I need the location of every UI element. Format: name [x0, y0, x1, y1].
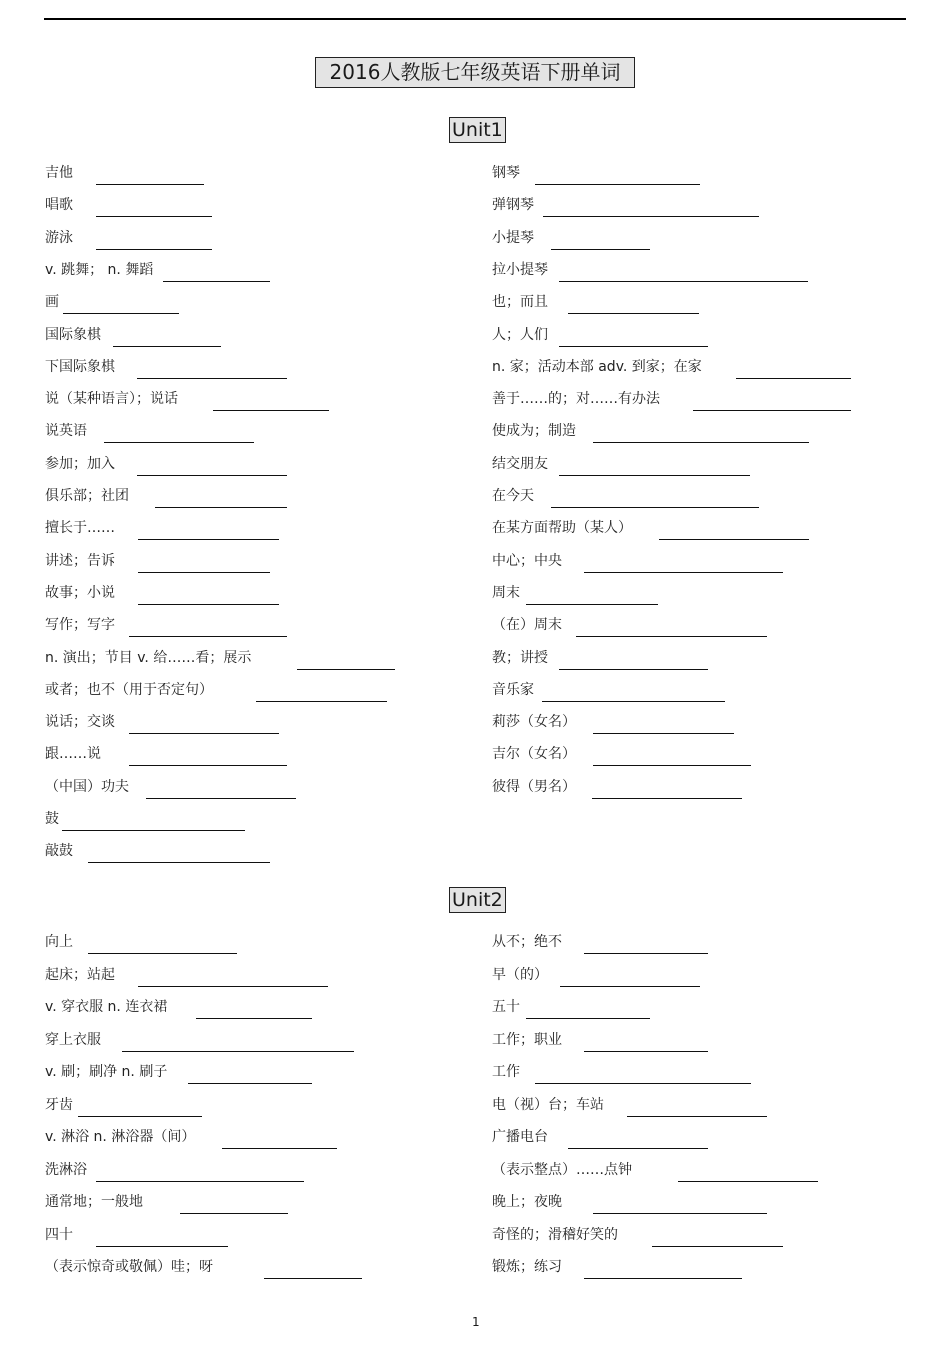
answer-blank[interactable] — [129, 636, 287, 637]
vocab-meaning: 教；讲授 — [492, 650, 548, 666]
vocab-meaning: 起床；站起 — [45, 967, 115, 983]
vocab-entry — [492, 195, 759, 217]
vocab-meaning: 五十 — [492, 999, 520, 1015]
vocab-meaning: v. 跳舞； n. 舞蹈 — [45, 262, 154, 278]
answer-blank[interactable] — [652, 1246, 783, 1247]
answer-blank[interactable] — [104, 442, 254, 443]
vocab-entry — [45, 615, 287, 637]
answer-blank[interactable] — [88, 862, 270, 863]
vocab-entry — [492, 680, 725, 702]
vocab-entry — [492, 1225, 783, 1247]
vocab-entry — [45, 389, 329, 411]
vocab-entry — [492, 1062, 751, 1084]
answer-blank[interactable] — [264, 1278, 362, 1279]
vocab-entry — [492, 1192, 767, 1214]
answer-blank[interactable] — [96, 249, 212, 250]
vocab-meaning: 工作 — [492, 1064, 520, 1080]
vocab-meaning: 吉他 — [45, 165, 73, 181]
vocab-meaning: 音乐家 — [492, 682, 534, 698]
answer-blank[interactable] — [96, 1181, 304, 1182]
vocab-entry — [492, 1127, 708, 1149]
vocab-meaning: 说英语 — [45, 423, 87, 439]
vocab-meaning: 跟……说 — [45, 746, 101, 762]
vocab-meaning: 早（的） — [492, 967, 548, 983]
vocab-meaning: 故事；小说 — [45, 585, 115, 601]
vocab-meaning: 弹钢琴 — [492, 197, 534, 213]
answer-blank[interactable] — [113, 346, 221, 347]
vocab-meaning: 吉尔（女名） — [492, 746, 576, 762]
answer-blank[interactable] — [180, 1213, 288, 1214]
vocab-meaning: 参加；加入 — [45, 456, 115, 472]
vocab-meaning: v. 淋浴 n. 淋浴器（间） — [45, 1129, 196, 1145]
vocab-meaning: 工作；职业 — [492, 1032, 562, 1048]
vocab-entry — [492, 648, 708, 670]
vocab-meaning: 电（视）台；车站 — [492, 1097, 604, 1113]
vocab-meaning: 拉小提琴 — [492, 262, 548, 278]
vocab-entry — [45, 195, 212, 217]
answer-blank[interactable] — [559, 346, 708, 347]
vocab-entry — [492, 357, 851, 379]
answer-blank[interactable] — [543, 216, 759, 217]
vocab-meaning: 彼得（男名） — [492, 779, 576, 795]
vocab-entry — [492, 744, 751, 766]
vocab-meaning: 奇怪的；滑稽好笑的 — [492, 1227, 618, 1243]
vocab-meaning: 说话；交谈 — [45, 714, 115, 730]
vocab-entry — [492, 260, 808, 282]
vocab-meaning: 中心；中央 — [492, 553, 562, 569]
answer-blank[interactable] — [96, 216, 212, 217]
answer-blank[interactable] — [526, 604, 658, 605]
answer-blank[interactable] — [736, 378, 851, 379]
answer-blank[interactable] — [146, 798, 296, 799]
vocab-entry — [492, 1095, 767, 1117]
vocab-entry — [492, 615, 767, 637]
vocab-meaning: 使成为；制造 — [492, 423, 576, 439]
answer-blank[interactable] — [137, 378, 287, 379]
vocab-entry — [492, 997, 650, 1019]
answer-blank[interactable] — [122, 1051, 354, 1052]
vocab-entry — [492, 1030, 708, 1052]
vocab-entry — [492, 1257, 742, 1279]
vocab-meaning: 敲鼓 — [45, 843, 73, 859]
top-rule — [44, 18, 906, 20]
answer-blank[interactable] — [129, 733, 279, 734]
vocab-entry — [492, 486, 759, 508]
vocab-entry — [45, 841, 270, 863]
vocab-entry — [45, 777, 296, 799]
vocab-meaning: 讲述；告诉 — [45, 553, 115, 569]
vocab-meaning: 也；而且 — [492, 294, 548, 310]
answer-blank[interactable] — [627, 1116, 767, 1117]
vocab-meaning: 在某方面帮助（某人） — [492, 520, 632, 536]
answer-blank[interactable] — [584, 1051, 708, 1052]
vocab-entry — [45, 1127, 337, 1149]
answer-blank[interactable] — [584, 1278, 742, 1279]
answer-blank[interactable] — [592, 798, 742, 799]
answer-blank[interactable] — [96, 184, 204, 185]
answer-blank[interactable] — [62, 830, 245, 831]
answer-blank[interactable] — [559, 281, 808, 282]
vocab-entry — [45, 454, 287, 476]
vocab-meaning: 国际象棋 — [45, 327, 101, 343]
answer-blank[interactable] — [560, 986, 700, 987]
vocab-meaning: 通常地；一般地 — [45, 1194, 143, 1210]
answer-blank[interactable] — [138, 604, 279, 605]
answer-blank[interactable] — [659, 539, 809, 540]
vocab-meaning: 结交朋友 — [492, 456, 548, 472]
answer-blank[interactable] — [593, 1213, 767, 1214]
vocab-meaning: 人；人们 — [492, 327, 548, 343]
page-number: 1 — [472, 1315, 480, 1329]
vocab-meaning: 俱乐部；社团 — [45, 488, 129, 504]
vocab-entry — [492, 389, 851, 411]
vocab-entry — [492, 712, 734, 734]
answer-blank[interactable] — [593, 733, 734, 734]
vocab-meaning: 画 — [45, 294, 59, 310]
vocab-entry — [45, 809, 245, 831]
vocab-meaning: 向上 — [45, 934, 73, 950]
vocab-entry — [492, 551, 783, 573]
unit1-heading: Unit1 — [449, 117, 506, 143]
vocab-entry — [45, 357, 287, 379]
vocab-entry — [492, 518, 809, 540]
vocab-entry — [45, 648, 395, 670]
answer-blank[interactable] — [535, 184, 700, 185]
vocab-entry — [492, 1160, 818, 1182]
vocab-meaning: 小提琴 — [492, 230, 534, 246]
answer-blank[interactable] — [535, 1083, 751, 1084]
vocab-entry — [45, 325, 221, 347]
answer-blank[interactable] — [693, 410, 851, 411]
unit2-heading: Unit2 — [449, 887, 506, 913]
answer-blank[interactable] — [593, 442, 809, 443]
vocab-meaning: n. 家；活动本部 adv. 到家；在家 — [492, 359, 702, 375]
vocab-meaning: 周末 — [492, 585, 520, 601]
answer-blank[interactable] — [138, 572, 270, 573]
vocab-meaning: 下国际象棋 — [45, 359, 115, 375]
answer-blank[interactable] — [526, 1018, 650, 1019]
answer-blank[interactable] — [551, 507, 759, 508]
vocab-entry — [45, 163, 204, 185]
answer-blank[interactable] — [155, 507, 287, 508]
vocab-entry — [45, 1062, 312, 1084]
vocab-entry — [45, 583, 279, 605]
vocab-entry — [45, 1192, 288, 1214]
answer-blank[interactable] — [576, 636, 767, 637]
vocab-entry — [45, 1160, 304, 1182]
vocab-meaning: n. 演出；节目 v. 给……看；展示 — [45, 650, 252, 666]
vocab-meaning: 四十 — [45, 1227, 73, 1243]
vocab-meaning: 在今天 — [492, 488, 534, 504]
answer-blank[interactable] — [584, 953, 708, 954]
vocab-meaning: v. 穿衣服 n. 连衣裙 — [45, 999, 168, 1015]
answer-blank[interactable] — [129, 765, 287, 766]
vocab-entry — [45, 292, 179, 314]
vocab-meaning: （表示整点）……点钟 — [492, 1162, 632, 1178]
vocab-entry — [45, 486, 287, 508]
answer-blank[interactable] — [137, 475, 287, 476]
answer-blank[interactable] — [213, 410, 329, 411]
answer-blank[interactable] — [551, 249, 650, 250]
vocab-meaning: 善于……的；对……有办法 — [492, 391, 660, 407]
vocab-meaning: v. 刷；刷净 n. 刷子 — [45, 1064, 168, 1080]
vocab-meaning: 说（某种语言）；说话 — [45, 391, 178, 407]
answer-blank[interactable] — [88, 953, 237, 954]
vocab-meaning: 锻炼；练习 — [492, 1259, 562, 1275]
vocab-meaning: 鼓 — [45, 811, 59, 827]
vocab-entry — [492, 292, 699, 314]
vocab-entry — [492, 583, 658, 605]
answer-blank[interactable] — [163, 281, 270, 282]
answer-blank[interactable] — [568, 1148, 708, 1149]
answer-blank[interactable] — [559, 475, 750, 476]
vocab-entry — [45, 260, 270, 282]
answer-blank[interactable] — [678, 1181, 818, 1182]
vocab-meaning: 写作；写字 — [45, 617, 115, 633]
vocab-entry — [492, 325, 708, 347]
vocab-entry — [492, 163, 700, 185]
vocab-entry — [492, 454, 750, 476]
vocab-meaning: 唱歌 — [45, 197, 73, 213]
vocab-meaning: 广播电台 — [492, 1129, 548, 1145]
vocab-entry — [45, 932, 237, 954]
vocab-entry — [45, 421, 254, 443]
answer-blank[interactable] — [138, 539, 279, 540]
vocab-entry — [45, 228, 212, 250]
vocab-meaning: （在）周末 — [492, 617, 562, 633]
vocab-entry — [45, 518, 279, 540]
answer-blank[interactable] — [593, 765, 751, 766]
vocab-meaning: 擅长于…… — [45, 520, 115, 536]
vocab-entry — [492, 228, 650, 250]
answer-blank[interactable] — [63, 313, 179, 314]
answer-blank[interactable] — [138, 986, 328, 987]
answer-blank[interactable] — [559, 669, 708, 670]
vocab-meaning: 游泳 — [45, 230, 73, 246]
answer-blank[interactable] — [188, 1083, 312, 1084]
vocab-meaning: 从不；绝不 — [492, 934, 562, 950]
answer-blank[interactable] — [568, 313, 699, 314]
answer-blank[interactable] — [584, 572, 783, 573]
vocab-meaning: （中国）功夫 — [45, 779, 129, 795]
vocab-meaning: 穿上衣服 — [45, 1032, 101, 1048]
page-title: 2016人教版七年级英语下册单词 — [315, 57, 635, 88]
answer-blank[interactable] — [256, 701, 387, 702]
vocab-entry — [492, 421, 809, 443]
vocab-entry — [492, 932, 708, 954]
answer-blank[interactable] — [78, 1116, 202, 1117]
vocab-meaning: 晚上；夜晚 — [492, 1194, 562, 1210]
vocab-entry — [45, 712, 279, 734]
answer-blank[interactable] — [222, 1148, 337, 1149]
vocab-entry — [492, 965, 700, 987]
vocab-meaning: （表示惊奇或敬佩）哇；呀 — [45, 1259, 213, 1275]
answer-blank[interactable] — [297, 669, 395, 670]
vocab-meaning: 钢琴 — [492, 165, 520, 181]
vocab-entry — [45, 1257, 362, 1279]
vocab-entry — [45, 744, 287, 766]
vocab-meaning: 洗淋浴 — [45, 1162, 87, 1178]
vocab-meaning: 牙齿 — [45, 1097, 73, 1113]
vocab-entry — [45, 997, 312, 1019]
vocab-entry — [45, 1095, 202, 1117]
vocab-entry — [492, 777, 742, 799]
vocab-entry — [45, 965, 328, 987]
vocab-entry — [45, 1030, 354, 1052]
vocab-entry — [45, 680, 387, 702]
vocab-entry — [45, 551, 270, 573]
vocab-entry — [45, 1225, 228, 1247]
answer-blank[interactable] — [196, 1018, 312, 1019]
vocab-meaning: 莉莎（女名） — [492, 714, 576, 730]
vocab-meaning: 或者；也不（用于否定句） — [45, 682, 213, 698]
answer-blank[interactable] — [96, 1246, 228, 1247]
answer-blank[interactable] — [542, 701, 725, 702]
